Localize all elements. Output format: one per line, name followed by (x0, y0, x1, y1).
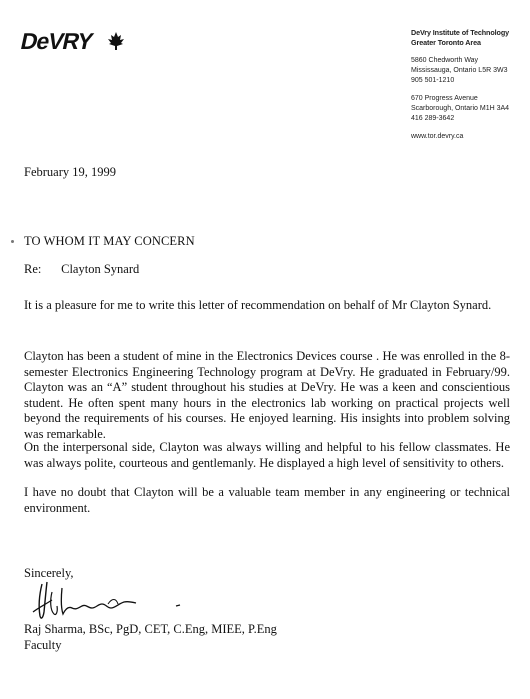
subject-line (24, 262, 139, 277)
logo-wordmark: DeVRY (18, 28, 95, 54)
address-city: Scarborough, Ontario M1H 3A4 (411, 105, 510, 112)
organization-region: Greater Toronto Area (411, 38, 481, 47)
paragraph-intro: It is a pleasure for me to write this letter of recommendation on behalf of Mr Clayton Synard. (24, 298, 492, 312)
website-url: www.tor.devry.ca (411, 133, 464, 140)
address-phone: 905 501-1210 (411, 77, 455, 84)
scan-speck (11, 240, 14, 243)
organization-name: DeVry Institute of Technology (411, 28, 510, 37)
address-scarborough (411, 94, 526, 124)
paragraph-interpersonal: On the interpersonal side, Clayton was always willing and helpful to his fellow classmates. He was always polite, courteous and gentlemanly. He displayed a high level of sensitivity to others. (24, 440, 510, 470)
signer-block (24, 621, 277, 653)
signer-title: Faculty (24, 638, 62, 652)
website-block (411, 132, 526, 142)
letterhead-address-block (411, 28, 526, 142)
maple-leaf-icon (108, 32, 124, 50)
devry-logo (18, 28, 133, 54)
subject-label: Re: (24, 262, 42, 276)
devry-logo-graphic (18, 28, 133, 54)
address-city: Mississauga, Ontario L5R 3W3 (411, 67, 508, 74)
letter-date: February 19, 1999 (24, 165, 116, 179)
closing: Sincerely, (24, 566, 74, 580)
paragraph-academic: Clayton has been a student of mine in the Electronics Devices course . He was enrolled in the 8-semester Electronics Engineering Technology program at DeVry. He graduated in February/99. Clayton was an “A” student throughout his studies at DeVry. He was a keen and conscientious student. He often spent many hours in the electronics lab working on practical projects well beyond the requirements of his courses. He enjoyed learning. His insights into problem solving was remarkable. (24, 349, 510, 441)
subject-value: Clayton Synard (61, 262, 140, 276)
paragraph-conclusion: I have no doubt that Clayton will be a valuable team member in any engineering or technical environment. (24, 485, 510, 515)
salutation: TO WHOM IT MAY CONCERN (24, 234, 195, 248)
address-street: 5860 Chedworth Way (411, 57, 479, 64)
address-mississauga (411, 56, 526, 86)
address-phone: 416 289-3642 (411, 115, 455, 122)
signer-name: Raj Sharma, BSc, PgD, CET, C.Eng, MIEE, P.Eng (24, 622, 277, 636)
address-street: 670 Progress Avenue (411, 95, 478, 102)
